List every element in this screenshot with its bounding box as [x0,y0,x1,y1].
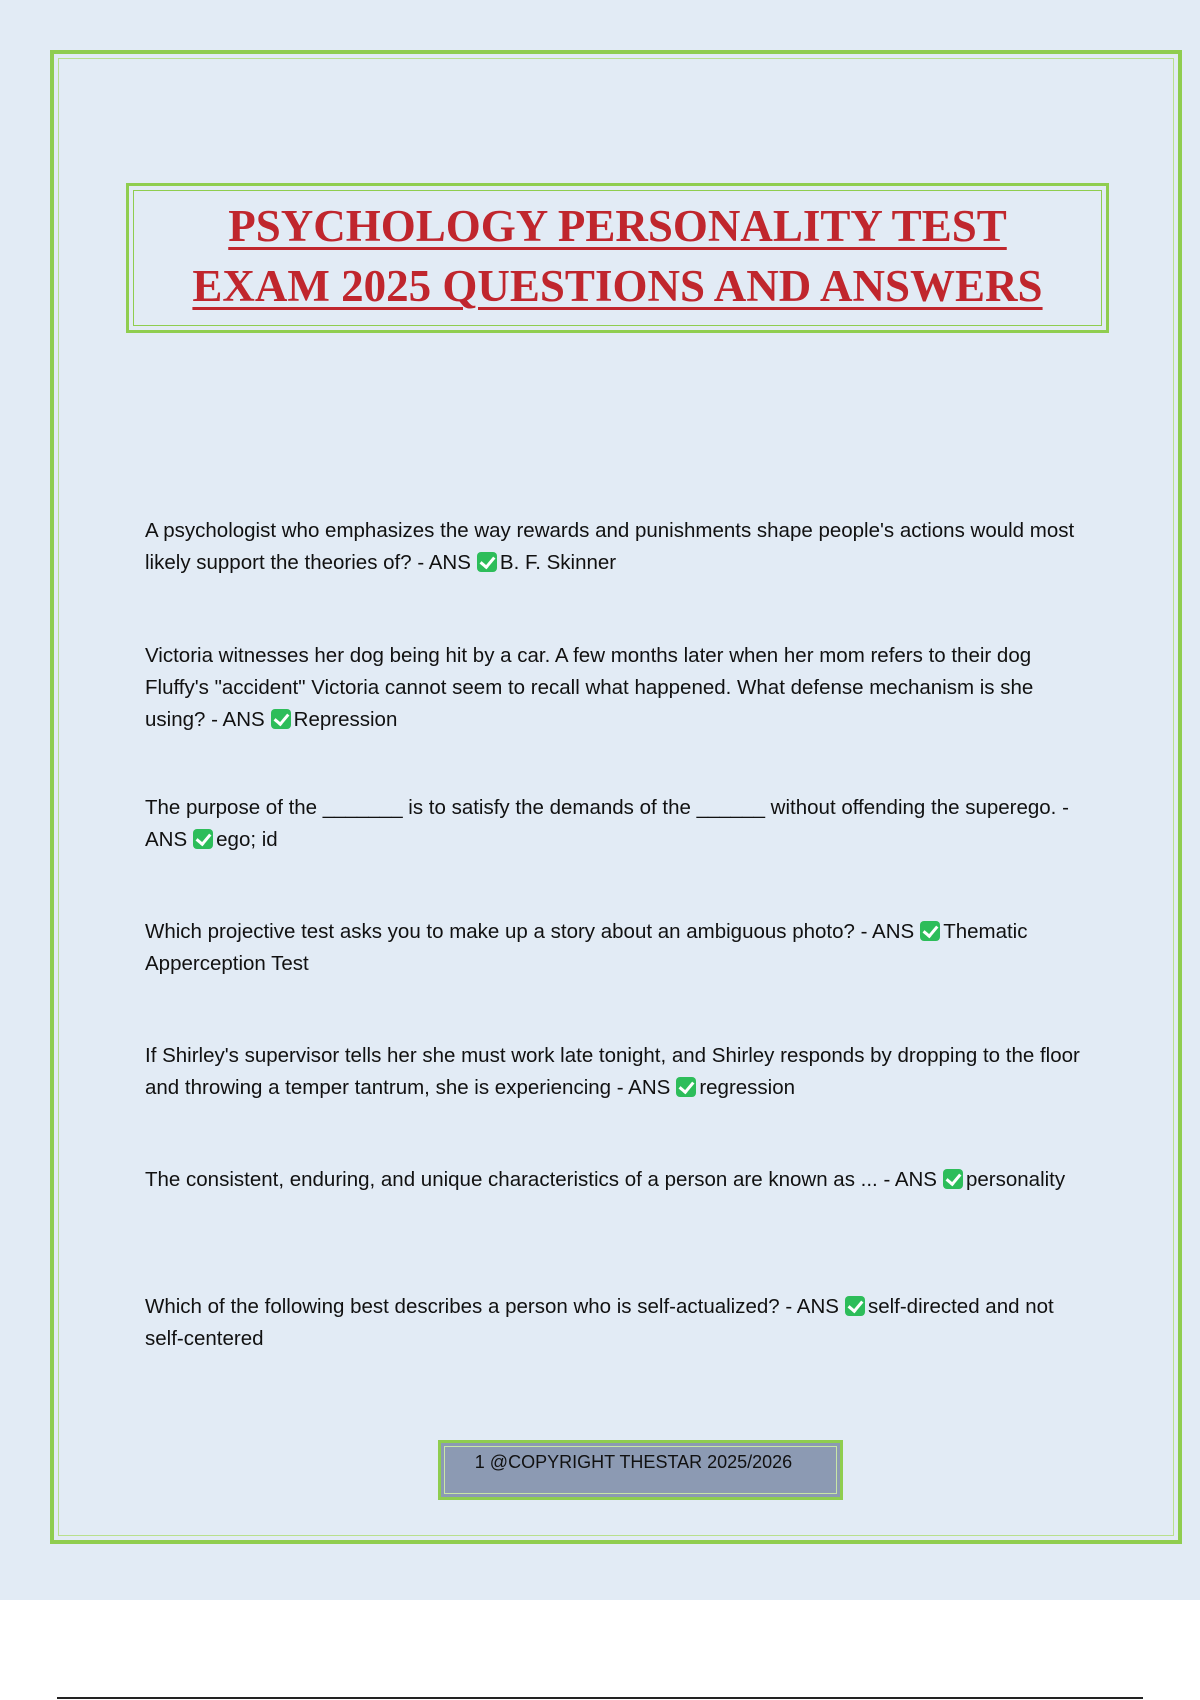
answer-text: Repression [293,708,398,731]
qa-item [145,1291,1085,1355]
qa-item [145,515,1085,579]
check-mark-icon [845,1296,865,1316]
question-text: A psychologist who emphasizes the way rewards and punishments shape people's actions would most likely support the theories of? [145,519,1075,574]
title-box [126,183,1109,333]
title-line-2: EXAM 2025 QUESTIONS AND ANSWERS [192,261,1043,311]
qa-item [145,916,1085,980]
answer-marker: - ANS [145,796,1069,851]
answer-text: Thematic Apperception Test [145,920,1028,975]
copyright-text: 1 @COPYRIGHT THESTAR 2025/2026 [474,1452,793,1472]
qa-item [145,640,1085,736]
answer-marker: - ANS [883,1168,937,1191]
answer-marker: - ANS [211,708,265,731]
answer-marker: - ANS [616,1076,671,1099]
question-text: The purpose of the _______ is to satisfy the demands of the ______ without offending the superego. [145,796,1057,819]
bottom-divider [57,1697,1143,1699]
check-mark-icon [193,829,213,849]
title-line-1: PSYCHOLOGY PERSONALITY TEST [228,201,1007,251]
question-text: Which projective test asks you to make up a story about an ambiguous photo? [145,920,855,943]
check-mark-icon [920,921,940,941]
answer-text: self-directed and not self-centered [145,1295,1054,1350]
answer-marker: - ANS [785,1295,839,1318]
qa-item [145,1040,1085,1104]
answer-text: ego; id [216,828,278,851]
answer-text: personality [965,1168,1066,1191]
qa-item [145,792,1085,856]
check-mark-icon [271,709,291,729]
check-mark-icon [676,1077,696,1097]
question-text: Victoria witnesses her dog being hit by a car. A few months later when her mom refers to their dog Fluffy's "accident" Victoria cannot seem to recall what happened. What defense mechanism is she using? [145,644,1034,731]
check-mark-icon [943,1169,963,1189]
answer-marker: - ANS [860,920,915,943]
check-mark-icon [477,552,497,572]
qa-item [145,1164,1085,1196]
copyright-footer [438,1440,843,1500]
answer-text: B. F. Skinner [499,551,617,574]
question-text: The consistent, enduring, and unique characteristics of a person are known as ... [145,1168,878,1191]
question-text: Which of the following best describes a person who is self-actualized? [145,1295,780,1318]
answer-text: regression [699,1076,796,1099]
answer-marker: - ANS [417,551,471,574]
question-text: If Shirley's supervisor tells her she must work late tonight, and Shirley responds by dropping to the floor and throwing a temper tantrum, she is experiencing [145,1044,1080,1099]
